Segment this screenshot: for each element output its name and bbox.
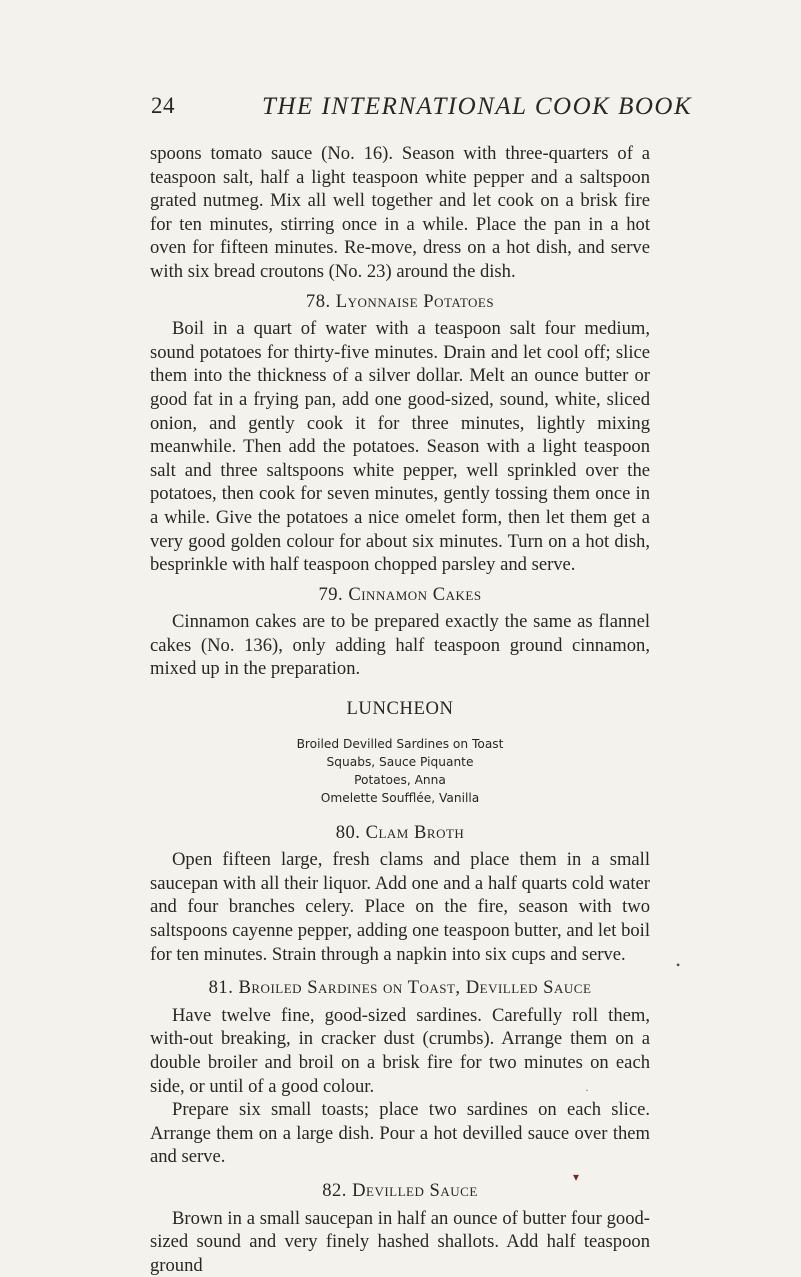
margin-dot-mark: •: [676, 958, 681, 972]
recipe-heading-78: 78. Lyonnaise Potatoes: [305, 290, 495, 312]
menu-list: [150, 735, 650, 807]
recipe-body-81b: Prepare six small toasts; place two sardines on each slice. Arrange them on a large dish. Pour a hot devilled sauce over them and serve.: [150, 1099, 650, 1168]
menu-title: LUNCHEON: [346, 698, 454, 720]
menu-item: Squabs, Sauce Piquante: [326, 754, 474, 769]
recipe-heading-80: 80. Clam Broth: [335, 821, 465, 843]
recipe-heading-79: 79. Cinnamon Cakes: [318, 583, 482, 605]
menu-item: Omelette Soufflée, Vanilla: [320, 790, 480, 805]
page-number: 24: [151, 93, 175, 118]
page-body: [150, 142, 650, 1277]
margin-dot-mark: ▾: [573, 1170, 580, 1184]
menu-item: Potatoes, Anna: [354, 772, 446, 787]
recipe-body-82: Brown in a small saucepan in half an ounce of butter four good-sized sound and very finely hashed shallots. Add half teaspoon ground: [150, 1207, 650, 1276]
running-title: THE INTERNATIONAL COOK BOOK: [262, 93, 693, 120]
recipe-body-80: Open fifteen large, fresh clams and place them in a small saucepan with all their liquor. Add one and a half quarts cold water and four branches celery. Place on the fire, season with two saltspoons cayenne pepper, adding one teaspoon butter, and let boil for ten minutes. Strain through a napkin into six cups and serve.: [150, 849, 650, 965]
recipe-body-79: Cinnamon cakes are to be prepared exactly the same as flannel cakes (No. 136), only adding half teaspoon ground cinnamon, mixed up in the preparation.: [150, 611, 650, 680]
recipe-body-81a: Have twelve fine, good-sized sardines. Carefully roll them, with-out breaking, in cracker dust (crumbs). Arrange them on a double broiler and broil on a brisk fire for two minutes on each side, or until of a good colour.: [150, 1004, 650, 1097]
recipe-heading-82: 82. Devilled Sauce: [322, 1179, 478, 1201]
recipe-heading-81: 81. Broiled Sardines on Toast, Devilled Sauce: [208, 977, 592, 999]
running-head: [0, 93, 801, 123]
paragraph-continued: spoons tomato sauce (No. 16). Season with three-quarters of a teaspoon salt, half a light teaspoon white pepper and a saltspoon grated nutmeg. Mix all well together and let cook on a brisk fire for ten minutes, stirring once in a while. Place the pan in a hot oven for fifteen minutes. Re-move, dress on a hot dish, and serve with six bread croutons (No. 23) around the dish.: [150, 143, 650, 282]
margin-dot-mark: ·: [585, 1083, 589, 1097]
recipe-body-78: Boil in a quart of water with a teaspoon salt four medium, sound potatoes for thirty-five minutes. Drain and let cool off; slice them into the thickness of a silver dollar. Melt an ounce butter or good fat in a frying pan, add one good-sized, sound, white, sliced onion, and gently cook it for three minutes, lightly mixing meanwhile. Then add the potatoes. Season with a light teaspoon salt and three saltspoons white pepper, well sprinkled over the potatoes, then cook for seven minutes, gently tossing them once in a while. Give the potatoes a nice omelet form, then let them get a very good golden colour for about six minutes. Turn on a hot dish, besprinkle with half teaspoon chopped parsley and serve.: [150, 318, 650, 576]
menu-item: Broiled Devilled Sardines on Toast: [296, 736, 504, 751]
